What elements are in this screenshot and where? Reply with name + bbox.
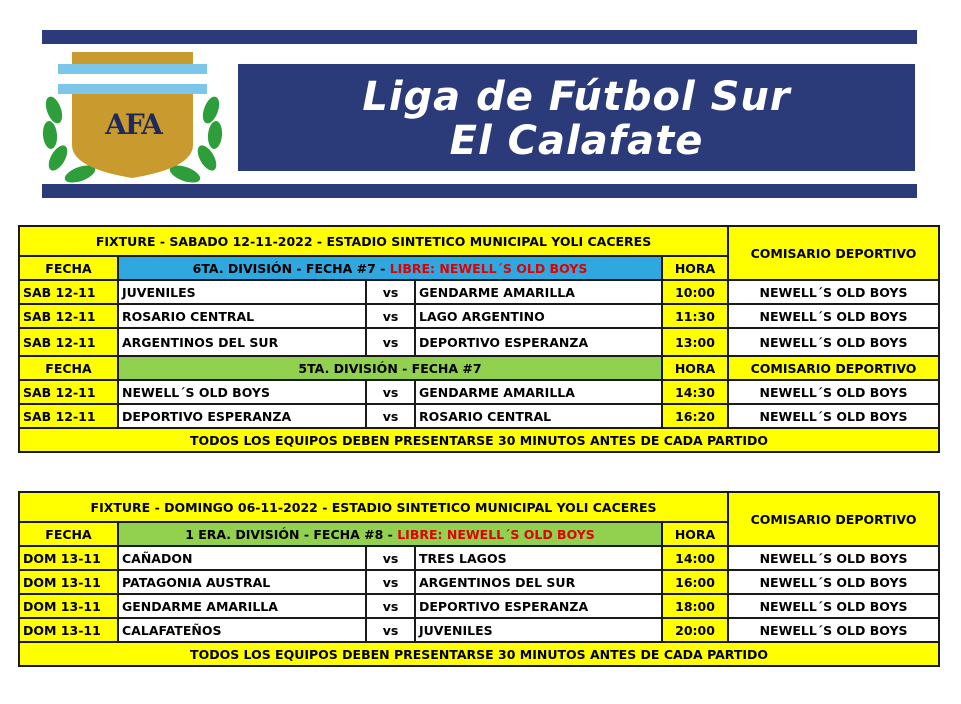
home-team: DEPORTIVO ESPERANZA bbox=[118, 404, 366, 428]
table-row bbox=[19, 594, 939, 618]
fixture-table-sunday bbox=[18, 491, 940, 667]
vs-label: vs bbox=[366, 546, 415, 570]
match-time: 10:00 bbox=[662, 280, 728, 304]
match-commish: NEWELL´S OLD BOYS bbox=[728, 304, 939, 328]
home-team: ROSARIO CENTRAL bbox=[118, 304, 366, 328]
libre-team: LIBRE: NEWELL´S OLD BOYS bbox=[397, 526, 595, 542]
match-time: 13:00 bbox=[662, 328, 728, 356]
table-row bbox=[19, 618, 939, 642]
match-date: DOM 13-11 bbox=[19, 618, 118, 642]
division-name: 5TA. DIVISIÓN - FECHA #7 bbox=[298, 360, 482, 376]
match-commish: NEWELL´S OLD BOYS bbox=[728, 570, 939, 594]
match-commish: NEWELL´S OLD BOYS bbox=[728, 404, 939, 428]
away-team: TRES LAGOS bbox=[415, 546, 662, 570]
match-commish: NEWELL´S OLD BOYS bbox=[728, 380, 939, 404]
away-team: LAGO ARGENTINO bbox=[415, 304, 662, 328]
home-team: CAÑADON bbox=[118, 546, 366, 570]
home-team: PATAGONIA AUSTRAL bbox=[118, 570, 366, 594]
away-team: GENDARME AMARILLA bbox=[415, 380, 662, 404]
title-line-2: El Calafate bbox=[449, 118, 704, 164]
home-team: CALAFATEÑOS bbox=[118, 618, 366, 642]
match-date: SAB 12-11 bbox=[19, 328, 118, 356]
away-team: ARGENTINOS DEL SUR bbox=[415, 570, 662, 594]
hora-header: HORA bbox=[662, 522, 728, 546]
title-line-1: Liga de Fútbol Sur bbox=[362, 74, 791, 120]
table-row bbox=[19, 404, 939, 428]
vs-label: vs bbox=[366, 570, 415, 594]
match-time: 14:30 bbox=[662, 380, 728, 404]
fecha-header: FECHA bbox=[19, 356, 118, 380]
division-header bbox=[118, 256, 662, 280]
match-date: SAB 12-11 bbox=[19, 304, 118, 328]
hora-header: HORA bbox=[662, 256, 728, 280]
table-row bbox=[19, 280, 939, 304]
match-date: SAB 12-11 bbox=[19, 280, 118, 304]
away-team: DEPORTIVO ESPERANZA bbox=[415, 328, 662, 356]
home-team: ARGENTINOS DEL SUR bbox=[118, 328, 366, 356]
vs-label: vs bbox=[366, 380, 415, 404]
match-date: DOM 13-11 bbox=[19, 594, 118, 618]
match-commish: NEWELL´S OLD BOYS bbox=[728, 280, 939, 304]
match-time: 16:00 bbox=[662, 570, 728, 594]
match-date: SAB 12-11 bbox=[19, 404, 118, 428]
away-team: GENDARME AMARILLA bbox=[415, 280, 662, 304]
table-row bbox=[19, 304, 939, 328]
libre-team: LIBRE: NEWELL´S OLD BOYS bbox=[389, 260, 588, 276]
match-time: 11:30 bbox=[662, 304, 728, 328]
vs-label: vs bbox=[366, 404, 415, 428]
vs-label: vs bbox=[366, 328, 415, 356]
division-header bbox=[118, 356, 662, 380]
match-date: DOM 13-11 bbox=[19, 570, 118, 594]
home-team: JUVENILES bbox=[118, 280, 366, 304]
league-title bbox=[238, 64, 915, 171]
commish-header: COMISARIO DEPORTIVO bbox=[728, 226, 939, 280]
footer-note: TODOS LOS EQUIPOS DEBEN PRESENTARSE 30 MINUTOS ANTES DE CADA PARTIDO bbox=[19, 428, 939, 452]
fecha-header: FECHA bbox=[19, 256, 118, 280]
table-row bbox=[19, 328, 939, 356]
commish-header: COMISARIO DEPORTIVO bbox=[728, 492, 939, 546]
bottom-bar bbox=[42, 184, 917, 198]
vs-label: vs bbox=[366, 594, 415, 618]
away-team: DEPORTIVO ESPERANZA bbox=[415, 594, 662, 618]
table-row bbox=[19, 546, 939, 570]
commish-header: COMISARIO DEPORTIVO bbox=[728, 356, 939, 380]
match-time: 16:20 bbox=[662, 404, 728, 428]
match-time: 18:00 bbox=[662, 594, 728, 618]
fixture-title: FIXTURE - DOMINGO 06-11-2022 - ESTADIO SINTETICO MUNICIPAL YOLI CACERES bbox=[19, 492, 728, 522]
fixture-table-saturday bbox=[18, 225, 940, 453]
away-team: ROSARIO CENTRAL bbox=[415, 404, 662, 428]
division-header bbox=[118, 522, 662, 546]
home-team: NEWELL´S OLD BOYS bbox=[118, 380, 366, 404]
match-date: SAB 12-11 bbox=[19, 380, 118, 404]
match-date: DOM 13-11 bbox=[19, 546, 118, 570]
away-team: JUVENILES bbox=[415, 618, 662, 642]
hora-header: HORA bbox=[662, 356, 728, 380]
match-commish: NEWELL´S OLD BOYS bbox=[728, 618, 939, 642]
vs-label: vs bbox=[366, 280, 415, 304]
match-commish: NEWELL´S OLD BOYS bbox=[728, 594, 939, 618]
footer-note: TODOS LOS EQUIPOS DEBEN PRESENTARSE 30 MINUTOS ANTES DE CADA PARTIDO bbox=[19, 642, 939, 666]
match-commish: NEWELL´S OLD BOYS bbox=[728, 328, 939, 356]
top-bar bbox=[42, 30, 917, 44]
home-team: GENDARME AMARILLA bbox=[118, 594, 366, 618]
division-name: 1 ERA. DIVISIÓN - FECHA #8 - bbox=[185, 526, 398, 542]
table-row bbox=[19, 570, 939, 594]
logo-letters: AFA bbox=[105, 108, 161, 141]
vs-label: vs bbox=[366, 618, 415, 642]
vs-label: vs bbox=[366, 304, 415, 328]
match-time: 14:00 bbox=[662, 546, 728, 570]
fecha-header: FECHA bbox=[19, 522, 118, 546]
table-row bbox=[19, 380, 939, 404]
division-name: 6TA. DIVISIÓN - FECHA #7 - bbox=[192, 260, 390, 276]
match-commish: NEWELL´S OLD BOYS bbox=[728, 546, 939, 570]
match-time: 20:00 bbox=[662, 618, 728, 642]
fixture-title: FIXTURE - SABADO 12-11-2022 - ESTADIO SINTETICO MUNICIPAL YOLI CACERES bbox=[19, 226, 728, 256]
